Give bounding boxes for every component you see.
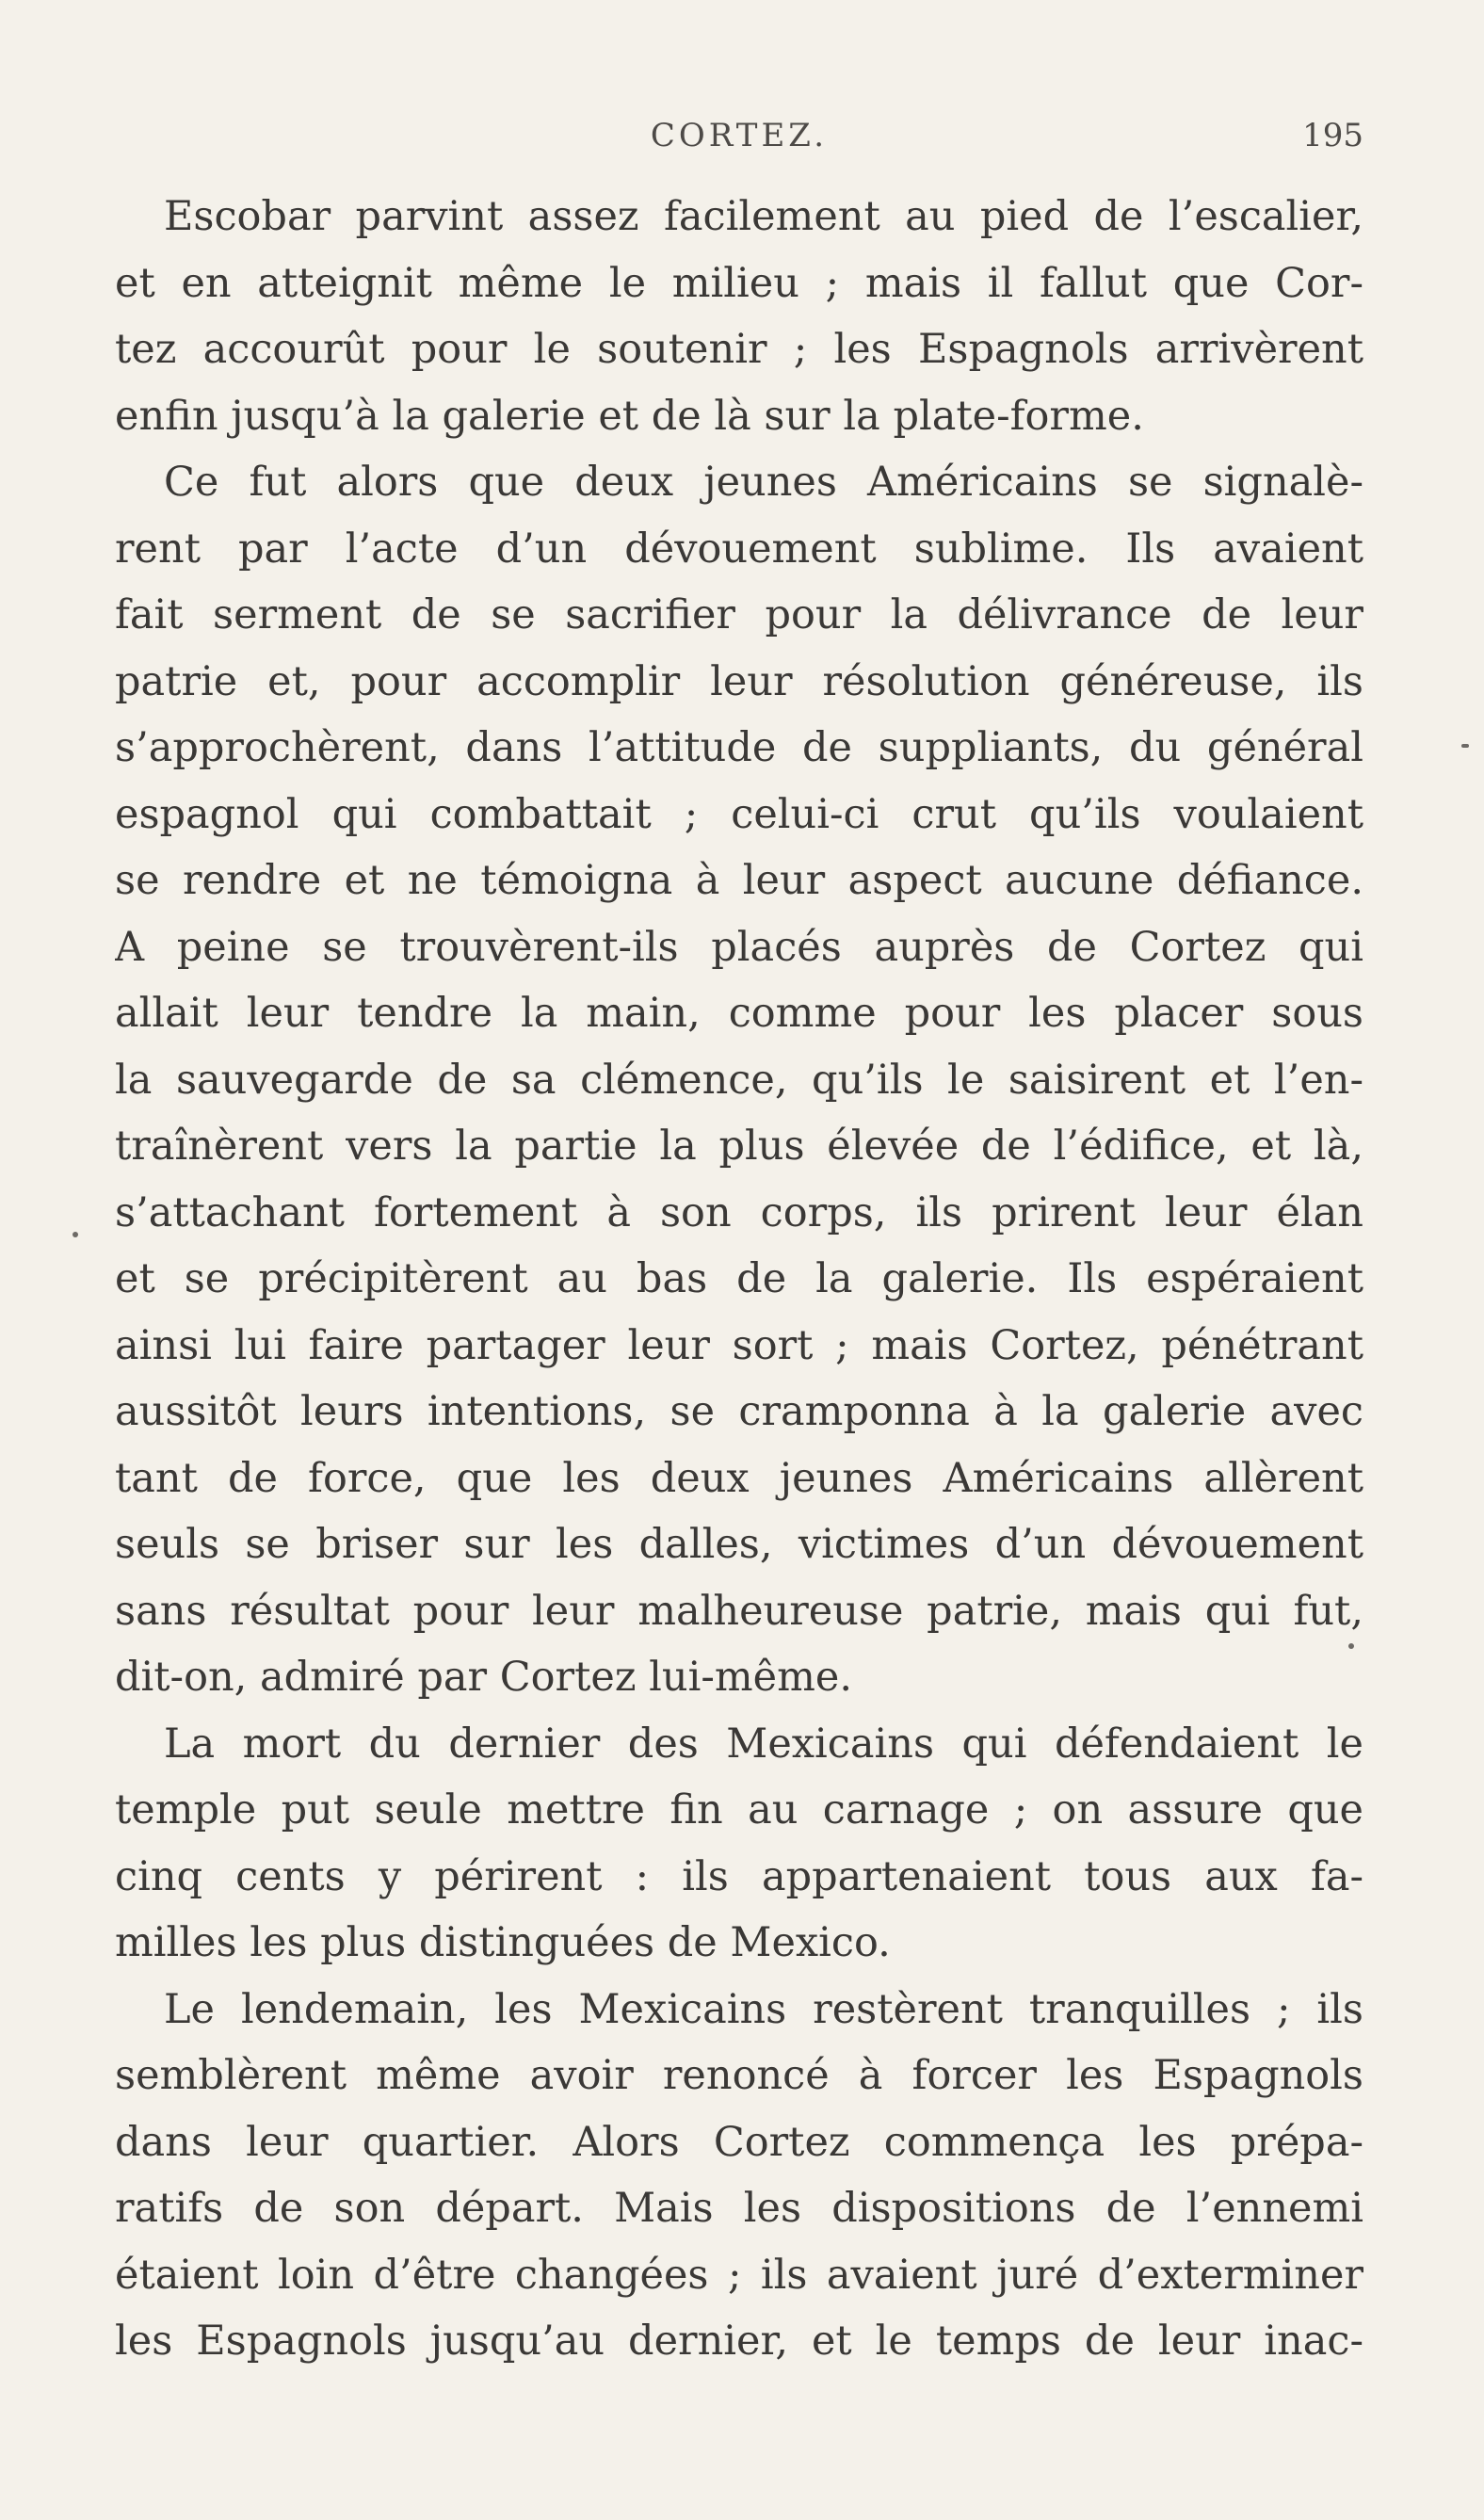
paragraph <box>115 1977 1363 2375</box>
text-line: Le lendemain, les Mexicains restèrent tranquilles ; ils <box>164 1985 1363 2033</box>
paragraph <box>115 449 1363 1711</box>
running-title: CORTEZ. <box>650 117 829 154</box>
text-line: ainsi lui faire partager leur sort ; mais Cortez, pénétrant <box>115 1321 1363 1369</box>
text-line: la sauvegarde de sa clémence, qu’ils le saisirent et l’en- <box>115 1056 1363 1104</box>
text-line: semblèrent même avoir renoncé à forcer les Espagnols <box>115 2052 1363 2099</box>
text-line: La mort du dernier des Mexicains qui défendaient le <box>164 1720 1363 1768</box>
print-speck <box>1348 1643 1354 1649</box>
page-number: 195 <box>1302 117 1363 154</box>
running-head <box>115 111 1363 168</box>
text-line: traînèrent vers la partie la plus élevée de l’édifice, et là, <box>115 1123 1363 1170</box>
text-line: tez accourût pour le soutenir ; les Espagnols arrivèrent <box>115 326 1363 373</box>
text-line: les Espagnols jusqu’au dernier, et le temps de leur inac- <box>115 2318 1363 2365</box>
text-line: s’approchèrent, dans l’attitude de suppliants, du général <box>115 724 1363 771</box>
text-line: aussitôt leurs intentions, se cramponna à la galerie avec <box>115 1388 1363 1435</box>
print-speck <box>1461 744 1469 748</box>
body-text <box>115 184 1363 2375</box>
text-line: sans résultat pour leur malheureuse patrie, mais qui fut, <box>115 1587 1363 1635</box>
text-line: A peine se trouvèrent-ils placés auprès de Cortez qui <box>115 923 1363 971</box>
paragraph <box>115 1711 1363 1977</box>
text-line: ratifs de son départ. Mais les dispositions de l’ennemi <box>115 2185 1363 2232</box>
print-speck <box>73 1232 78 1237</box>
text-line: enfin jusqu’à la galerie et de là sur la plate-forme. <box>115 392 1144 440</box>
text-line: fait serment de se sacrifier pour la délivrance de leur <box>115 591 1363 638</box>
text-line: et en atteignit même le milieu ; mais il fallut que Cor- <box>115 259 1363 307</box>
text-line: tant de force, que les deux jeunes Américains allèrent <box>115 1454 1363 1502</box>
text-line: dit-on, admiré par Cortez lui-même. <box>115 1654 852 1701</box>
text-line: milles les plus distinguées de Mexico. <box>115 1919 891 1966</box>
text-line: Escobar parvint assez facilement au pied de l’escalier, <box>164 193 1363 240</box>
text-line: Ce fut alors que deux jeunes Américains se signalè- <box>164 459 1363 506</box>
text-line: espagnol qui combattait ; celui-ci crut qu’ils voulaient <box>115 790 1363 838</box>
text-line: seuls se briser sur les dalles, victimes d’un dévouement <box>115 1521 1363 1568</box>
text-line: étaient loin d’être changées ; ils avaient juré d’exterminer <box>115 2251 1363 2299</box>
paragraph <box>115 184 1363 449</box>
text-line: rent par l’acte d’un dévouement sublime. Ils avaient <box>115 525 1363 573</box>
text-line: allait leur tendre la main, comme pour les placer sous <box>115 990 1363 1037</box>
text-line: temple put seule mettre fin au carnage ; on assure que <box>115 1786 1363 1833</box>
text-line: s’attachant fortement à son corps, ils prirent leur élan <box>115 1188 1363 1236</box>
text-line: et se précipitèrent au bas de la galerie. Ils espéraient <box>115 1255 1363 1302</box>
text-line: cinq cents y périrent : ils appartenaient tous aux fa- <box>115 1852 1363 1900</box>
text-line: se rendre et ne témoigna à leur aspect aucune défiance. <box>115 857 1363 904</box>
text-line: patrie et, pour accomplir leur résolution généreuse, ils <box>115 657 1363 705</box>
text-line: dans leur quartier. Alors Cortez commença les prépa- <box>115 2118 1363 2166</box>
